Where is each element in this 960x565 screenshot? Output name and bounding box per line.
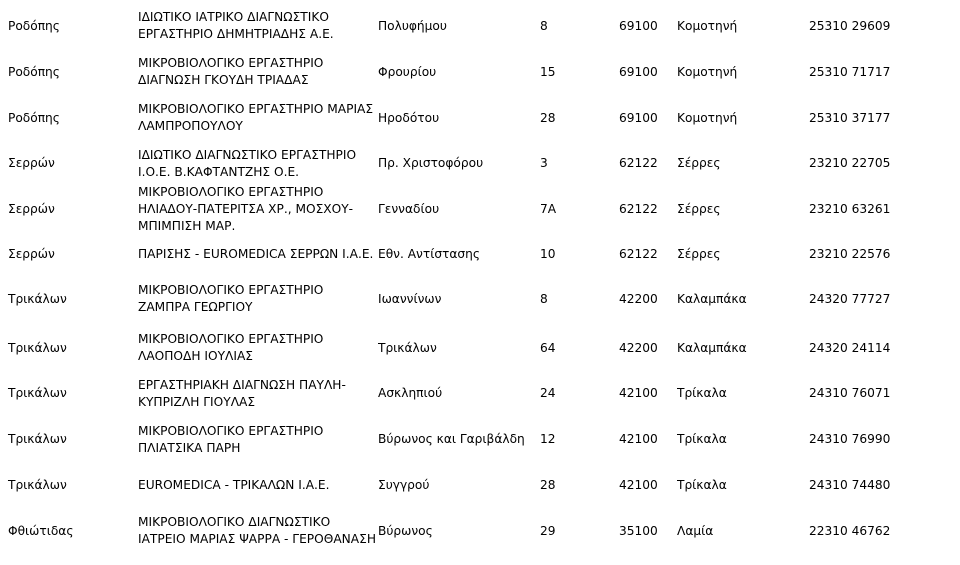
region-cell: Τρικάλων (8, 386, 67, 400)
city-cell: Τρίκαλα (677, 386, 727, 400)
street-cell: Ιωαννίνων (378, 291, 442, 306)
table-row (0, 0, 960, 52)
region-cell: Σερρών (8, 246, 55, 261)
street-cell: Τρικάλων (378, 340, 437, 355)
phone-cell: 24320 77727 (809, 291, 891, 306)
street-cell: Ασκληπιού (378, 386, 443, 400)
phone-cell: 24310 76071 (809, 386, 891, 400)
street-number-cell: 29 (540, 523, 556, 538)
phone-cell: 25310 29609 (809, 18, 891, 33)
table-row (0, 92, 960, 144)
region-cell: Τρικάλων (8, 477, 67, 492)
postal-code-cell: 35100 (619, 523, 658, 538)
street-number-cell: 10 (540, 246, 556, 261)
street-cell: Ηροδότου (378, 110, 440, 125)
postal-code-cell: 69100 (619, 18, 658, 33)
city-cell: Καλαμπάκα (677, 340, 747, 355)
phone-cell: 23210 22705 (809, 156, 891, 170)
city-cell: Κομοτηνή (677, 18, 738, 33)
city-cell: Καλαμπάκα (677, 291, 747, 306)
city-cell: Τρίκαλα (677, 477, 727, 492)
lab-name-cell: ΜΙΚΡΟΒΙΟΛΟΓΙΚΟ ΕΡΓΑΣΤΗΡΙΟ ΜΑΡΙΑΣ ΛΑΜΠΡΟΠΟΥΛΟΥ (138, 102, 374, 133)
region-cell: Τρικάλων (8, 291, 67, 306)
lab-name-cell: ΜΙΚΡΟΒΙΟΛΟΓΙΚΟ ΔΙΑΓΝΩΣΤΙΚΟ ΙΑΤΡΕΙΟ ΜΑΡΙΑΣ ΨΑΡΡΑ - ΓΕΡΟΘΑΝΑΣΗ (138, 515, 376, 546)
phone-cell: 22310 46762 (809, 523, 891, 538)
postal-code-cell: 42100 (619, 432, 658, 446)
phone-cell: 24320 24114 (809, 340, 891, 355)
lab-name-cell: ΙΔΙΩΤΙΚΟ ΔΙΑΓΝΩΣΤΙΚΟ ΕΡΓΑΣΤΗΡΙΟ Ι.Ο.Ε. Β.ΚΑΦΤΑΝΤΖΗΣ Ο.Ε. (138, 147, 357, 179)
region-cell: Φθιώτιδας (8, 523, 74, 538)
postal-code-cell: 42100 (619, 477, 658, 492)
street-number-cell: 28 (540, 477, 556, 492)
street-cell: Φρουρίου (378, 64, 437, 79)
table-row (0, 183, 960, 235)
street-cell: Βύρωνος και Γαριβάλδη (378, 432, 525, 446)
phone-cell: 24310 74480 (809, 477, 891, 492)
lab-name-cell: ΜΙΚΡΟΒΙΟΛΟΓΙΚΟ ΕΡΓΑΣΤΗΡΙΟ ΛΑΟΠΟΔΗ ΙΟΥΛΙΑΣ (138, 332, 324, 363)
phone-cell: 25310 71717 (809, 64, 891, 79)
postal-code-cell: 42100 (619, 386, 658, 400)
street-number-cell: 28 (540, 110, 556, 125)
lab-name-cell: ΕΡΓΑΣΤΗΡΙΑΚΗ ΔΙΑΓΝΩΣΗ ΠΑΥΛΗ-ΚΥΠΡΙΖΛΗ ΓΙΟΥΛΑΣ (138, 377, 346, 409)
city-cell: Λαμία (677, 523, 714, 538)
street-cell: Συγγρού (378, 477, 430, 492)
table-row (0, 371, 960, 416)
phone-cell: 23210 22576 (809, 246, 891, 261)
postal-code-cell: 42200 (619, 340, 658, 355)
region-cell: Τρικάλων (8, 340, 67, 355)
street-cell: Γενναδίου (378, 201, 440, 216)
table-row (0, 416, 960, 463)
region-cell: Ροδόπης (8, 64, 60, 79)
lab-name-cell: ΠΑΡΙΣΗΣ - EUROMEDICA ΣΕΡΡΩΝ Ι.Α.Ε. (138, 246, 374, 261)
region-cell: Ροδόπης (8, 18, 60, 33)
postal-code-cell: 42200 (619, 291, 658, 306)
street-cell: Βύρωνος (378, 523, 433, 538)
lab-name-cell: ΜΙΚΡΟΒΙΟΛΟΓΙΚΟ ΕΡΓΑΣΤΗΡΙΟ ΖΑΜΠΡΑ ΓΕΩΡΓΙΟΥ (138, 283, 324, 314)
lab-name-cell: ΜΙΚΡΟΒΙΟΛΟΓΙΚΟ ΕΡΓΑΣΤΗΡΙΟ ΔΙΑΓΝΩΣΗ ΓΚΟΥΔΗ ΤΡΙΑΔΑΣ (138, 56, 324, 87)
street-cell: Πρ. Χριστοφόρου (378, 156, 484, 170)
street-number-cell: 3 (540, 156, 548, 170)
street-number-cell: 24 (540, 386, 556, 400)
postal-code-cell: 62122 (619, 201, 658, 216)
table-row (0, 144, 960, 183)
street-cell: Πολυφήμου (378, 18, 447, 33)
lab-name-cell: ΜΙΚΡΟΒΙΟΛΟΓΙΚΟ ΕΡΓΑΣΤΗΡΙΟ ΠΛΙΑΤΣΙΚΑ ΠΑΡΗ (138, 423, 324, 455)
table-row (0, 325, 960, 371)
table-row (0, 463, 960, 507)
postal-code-cell: 69100 (619, 64, 658, 79)
table-row (0, 507, 960, 555)
region-cell: Σερρών (8, 201, 55, 216)
lab-name-cell: ΙΔΙΩΤΙΚΟ ΙΑΤΡΙΚΟ ΔΙΑΓΝΩΣΤΙΚΟ ΕΡΓΑΣΤΗΡΙΟ ΔΗΜΗΤΡΙΑΔΗΣ Α.Ε. (138, 10, 334, 41)
city-cell: Κομοτηνή (677, 64, 738, 79)
street-number-cell: 7Α (540, 201, 557, 216)
city-cell: Σέρρες (677, 156, 721, 170)
street-cell: Εθν. Αντίστασης (378, 246, 481, 261)
region-cell: Ροδόπης (8, 110, 60, 125)
city-cell: Τρίκαλα (677, 432, 727, 446)
region-cell: Σερρών (8, 156, 55, 170)
lab-name-cell: EUROMEDICA - ΤΡΙΚΑΛΩΝ Ι.Α.Ε. (138, 477, 330, 492)
table-row (0, 235, 960, 273)
city-cell: Κομοτηνή (677, 110, 738, 125)
postal-code-cell: 62122 (619, 156, 658, 170)
lab-name-cell: ΜΙΚΡΟΒΙΟΛΟΓΙΚΟ ΕΡΓΑΣΤΗΡΙΟ ΗΛΙΑΔΟΥ-ΠΑΤΕΡΙΤΣΑ ΧΡ., ΜΟΣΧΟΥ-ΜΠΙΜΠΙΣΗ ΜΑΡ. (138, 184, 354, 233)
street-number-cell: 8 (540, 18, 548, 33)
phone-cell: 23210 63261 (809, 201, 891, 216)
postal-code-cell: 69100 (619, 110, 658, 125)
city-cell: Σέρρες (677, 246, 721, 261)
phone-cell: 24310 76990 (809, 432, 891, 446)
phone-cell: 25310 37177 (809, 110, 891, 125)
city-cell: Σέρρες (677, 201, 721, 216)
street-number-cell: 64 (540, 340, 556, 355)
street-number-cell: 15 (540, 64, 556, 79)
street-number-cell: 12 (540, 432, 556, 446)
street-number-cell: 8 (540, 291, 548, 306)
table-row (0, 273, 960, 325)
table-row (0, 52, 960, 92)
region-cell: Τρικάλων (8, 432, 67, 446)
postal-code-cell: 62122 (619, 246, 658, 261)
